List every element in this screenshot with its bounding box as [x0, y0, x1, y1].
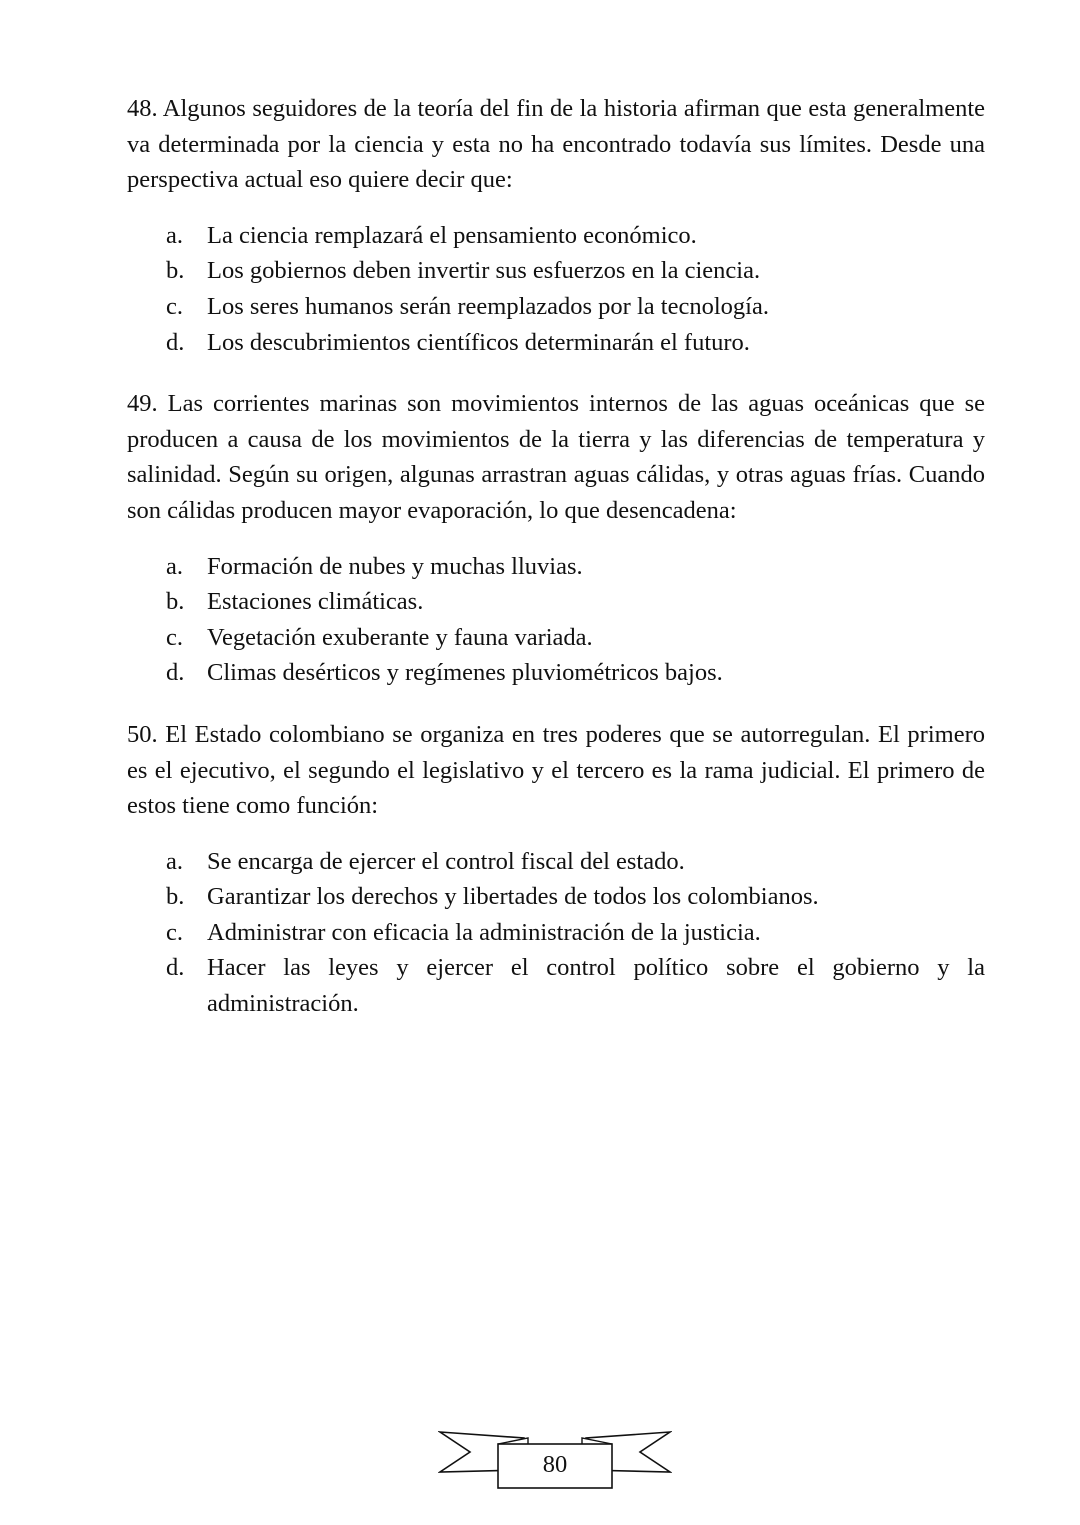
question-49 [127, 386, 985, 691]
question-48 [127, 91, 985, 360]
option-letter: a. [166, 552, 183, 580]
option-letter: a. [166, 221, 183, 249]
answer-option-c [127, 620, 985, 656]
option-text: Hacer las leyes y ejercer el control político sobre el gobierno y la administración. [207, 954, 985, 1018]
answer-option-b [127, 584, 985, 620]
option-text: Se encarga de ejercer el control fiscal del estado. [207, 847, 685, 875]
option-letter: c. [166, 623, 183, 651]
answer-option-a [127, 549, 985, 585]
option-letter: b. [166, 257, 185, 285]
option-letter: d. [166, 328, 185, 356]
answer-option-b [127, 253, 985, 289]
option-letter: d. [166, 954, 185, 982]
option-letter: d. [166, 659, 185, 687]
option-text: Los descubrimientos científicos determinarán el futuro. [207, 328, 750, 356]
question-stem: 49. Las corrientes marinas son movimientos internos de las aguas oceánicas que se producen a causa de los movimientos de la tierra y las diferencias de temperatura y salinidad. Según su origen, algunas arrastran aguas cálidas, y otras aguas frías. Cuando son cálidas producen mayor evaporación, lo que desencadena: [127, 390, 985, 524]
answer-option-c [127, 915, 985, 951]
page-content [127, 91, 985, 1048]
option-text: Garantizar los derechos y libertades de todos los colombianos. [207, 883, 819, 911]
option-text: La ciencia remplazará el pensamiento económico. [207, 221, 697, 249]
answer-options [127, 844, 985, 1022]
option-text: Los seres humanos serán reemplazados por la tecnología. [207, 292, 769, 320]
answer-options [127, 549, 985, 691]
option-letter: b. [166, 883, 185, 911]
answer-options [127, 218, 985, 360]
option-text: Formación de nubes y muchas lluvias. [207, 552, 583, 580]
option-letter: a. [166, 847, 183, 875]
answer-option-d [127, 950, 985, 1021]
option-letter: c. [166, 918, 183, 946]
question-stem: 50. El Estado colombiano se organiza en tres poderes que se autorregulan. El primero es el ejecutivo, el segundo el legislativo y el tercero es la rama judicial. El primero de estos tiene como función: [127, 720, 985, 820]
option-text: Estaciones climáticas. [207, 588, 424, 616]
answer-option-b [127, 879, 985, 915]
option-text: Vegetación exuberante y fauna variada. [207, 623, 593, 651]
option-text: Climas desérticos y regímenes pluviométricos bajos. [207, 659, 723, 687]
answer-option-d [127, 325, 985, 361]
question-50 [127, 717, 985, 1022]
answer-option-c [127, 289, 985, 325]
option-letter: b. [166, 588, 185, 616]
option-letter: c. [166, 292, 183, 320]
option-text: Los gobiernos deben invertir sus esfuerzos en la ciencia. [207, 257, 761, 285]
page-footer [438, 1424, 672, 1494]
answer-option-a [127, 218, 985, 254]
question-stem: 48. Algunos seguidores de la teoría del fin de la historia afirman que esta generalmente va determinada por la ciencia y esta no ha encontrado todavía sus límites. Desde una perspectiva actual eso quiere decir que: [127, 95, 985, 194]
answer-option-d [127, 655, 985, 691]
answer-option-a [127, 844, 985, 880]
page-number: 80 [542, 1451, 568, 1478]
option-text: Administrar con eficacia la administración de la justicia. [207, 918, 761, 946]
